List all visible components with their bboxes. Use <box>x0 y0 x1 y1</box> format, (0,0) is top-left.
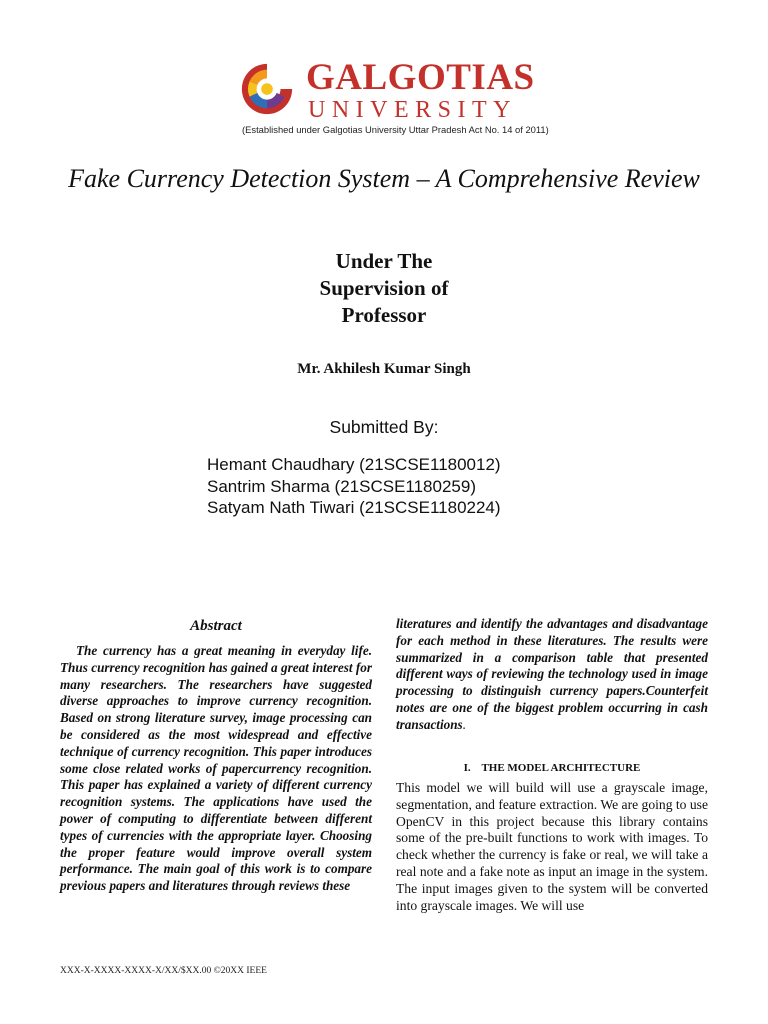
abstract-text-right <box>396 616 708 734</box>
abstract-text-right-end: . <box>462 716 466 732</box>
student-entry: Santrim Sharma (21SCSE1180259) <box>207 476 476 496</box>
logo-established-text: (Established under Galgotias University Uttar Pradesh Act No. 14 of 2011) <box>242 124 549 135</box>
university-logo <box>238 58 548 138</box>
student-list <box>207 454 501 519</box>
paper-title: Fake Currency Detection System – A Comprehensive Review <box>68 164 700 193</box>
logo-subname: UNIVERSITY <box>308 97 517 123</box>
footer-copyright: XXX-X-XXXX-XXXX-X/XX/$XX.00 ©20XX IEEE <box>60 966 267 976</box>
section-heading: I. THE MODEL ARCHITECTURE <box>463 762 641 774</box>
student-entry: Satyam Nath Tiwari (21SCSE1180224) <box>207 498 501 517</box>
abstract-text-left: The currency has a great meaning in everyday life. Thus currency recognition has gained a great interest for many researchers. The researchers have suggested diverse approaches to improve currency recognition. Based on strong literature survey, image processing can be considered as the most widespread and effective technique of currency recognition. This paper introduces some close related works of papercurrency recognition. This paper has explained a variety of different currency recognition systems. The applications have used the power of computing to differentiate between different types of currencies with the appropriate layer. Choosing the proper feature would improve overall system performance. The main goal of this work is to compare previous papers and literatures through reviews these <box>60 643 372 894</box>
university-emblem-icon <box>238 60 296 118</box>
abstract-text-right-body: literatures and identify the advantages and disadvantage for each method in these literatures. The results were summarized in a comparison table that presented different ways of reviewing the technology used in image processing to distinguish currency papers.Counterfeit notes are one of the biggest problem occurring in cash transactions <box>396 616 708 732</box>
section-body-text: This model we will build will use a grayscale image, segmentation, and feature extraction. We are going to use OpenCV in this project because this library contains some of the pre-built functions to work with images. To check whether the currency is fake or real, we will take a real note and a fake note as input an image in the system. The input images given to the system will be converted into grayscale images. We will use <box>396 780 708 913</box>
student-entry: Hemant Chaudhary (21SCSE1180012) <box>207 455 501 474</box>
submitted-by-label: Submitted By: <box>329 417 439 437</box>
supervision-line: Under The <box>335 249 433 273</box>
abstract-heading: Abstract <box>190 618 242 634</box>
logo-name: GALGOTIAS <box>306 57 535 98</box>
supervision-block <box>234 248 534 329</box>
supervision-line: Supervision of <box>319 276 449 300</box>
supervision-line: Professor <box>341 303 427 327</box>
professor-name: Mr. Akhilesh Kumar Singh <box>297 361 471 377</box>
